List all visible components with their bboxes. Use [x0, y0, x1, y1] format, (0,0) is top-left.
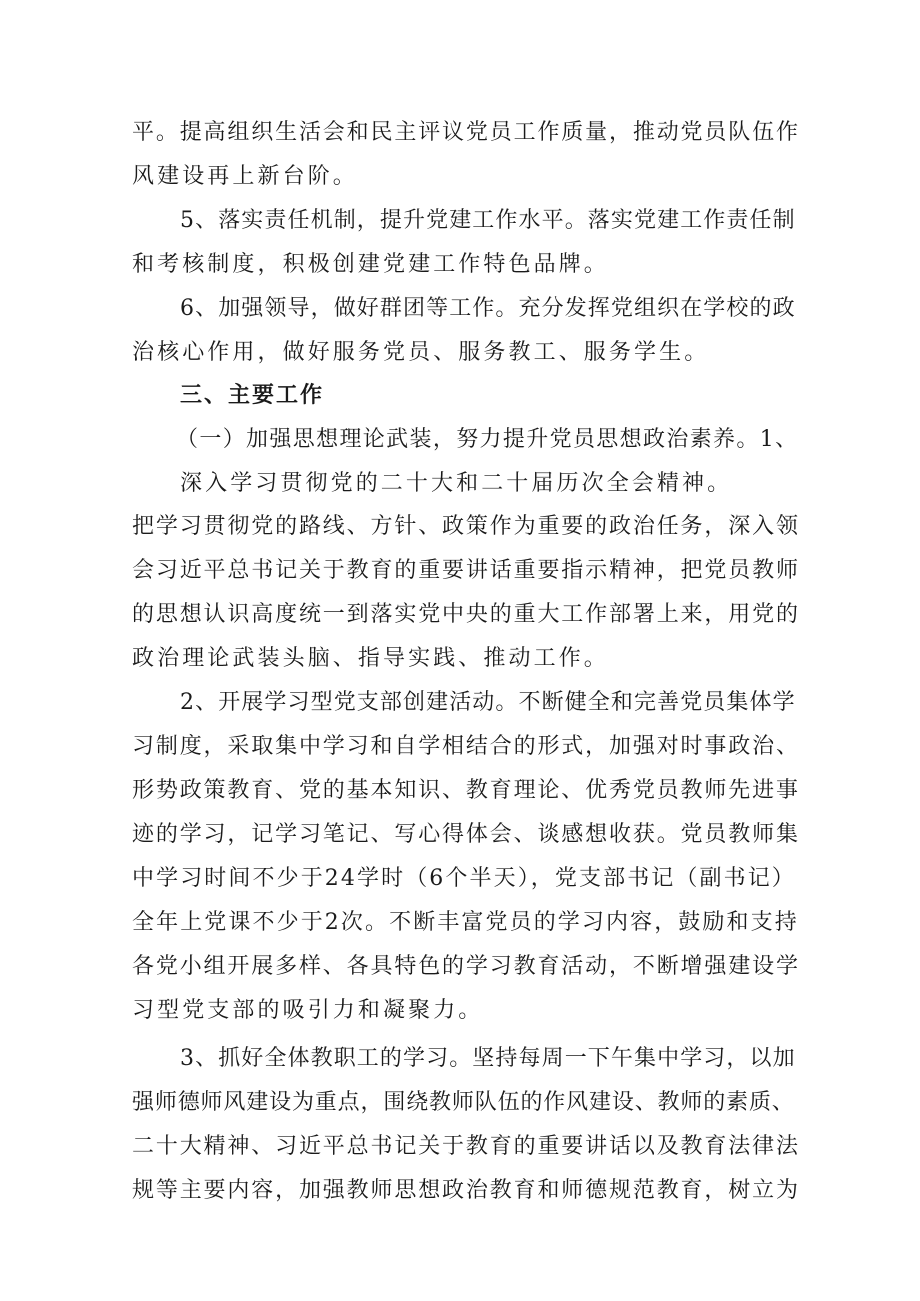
- body-text-line: 风建设再上新台阶。: [132, 164, 358, 189]
- body-text-line: 规等主要内容，加强教师思想政治教育和师德规范教育，树立为: [132, 1178, 800, 1203]
- body-text-line: 形势政策教育、党的基本知识、教育理论、优秀党员教师先进事: [132, 778, 800, 803]
- subsection-heading: （一）加强思想理论武装，努力提升党员思想政治素养。1、: [176, 427, 799, 452]
- body-text-line: 平。提高组织生活会和民主评议党员工作质量，推动党员队伍作: [132, 120, 800, 145]
- body-text-line: 习制度，采取集中学习和自学相结合的形式，加强对时事政治、: [132, 734, 800, 759]
- paragraph-first-line: 2、开展学习型党支部创建活动。不断健全和完善党员集体学: [180, 690, 796, 715]
- paragraph-first-line: 6、加强领导，做好群团等工作。充分发挥党组织在学校的政: [180, 296, 796, 321]
- body-text-line: 把学习贯彻党的路线、方针、政策作为重要的政治任务，深入领: [132, 514, 800, 539]
- body-text-line: 和考核制度，积极创建党建工作特色品牌。: [132, 252, 609, 277]
- paragraph-first-line: 3、抓好全体教职工的学习。坚持每周一下午集中学习，以加: [180, 1046, 796, 1071]
- body-text-line: 强师德师风建设为重点，围绕教师队伍的作风建设、教师的素质、: [132, 1090, 795, 1115]
- subsection-heading-continued: 深入学习贯彻党的二十大和二十届历次全会精神。: [180, 471, 733, 496]
- body-text-line: 的思想认识高度统一到落实党中央的重大工作部署上来，用党的: [132, 602, 800, 627]
- body-text-line: 二十大精神、习近平总书记关于教育的重要讲话以及教育法律法: [132, 1134, 800, 1159]
- body-text-line: 会习近平总书记关于教育的重要讲话重要指示精神，把党员教师: [132, 558, 800, 583]
- paragraph-first-line: 5、落实责任机制，提升党建工作水平。落实党建工作责任制: [180, 208, 796, 233]
- body-text-line: 全年上党课不少于2次。不断丰富党员的学习内容，鼓励和支持: [132, 910, 799, 935]
- body-text-line: 各党小组开展多样、各具特色的学习教育活动，不断增强建设学: [132, 954, 800, 979]
- body-text-line: 习型党支部的吸引力和凝聚力。: [132, 998, 484, 1023]
- body-text-line: 迹的学习，记学习笔记、写心得体会、谈感想收获。党员教师集: [132, 822, 800, 847]
- section-heading: 三、主要工作: [180, 383, 325, 408]
- body-text-line: 中学习时间不少于24学时（6个半天），党支部书记（副书记）: [132, 866, 796, 891]
- body-text-line: 治核心作用，做好服务党员、服务教工、服务学生。: [132, 340, 710, 365]
- body-text-line: 政治理论武装头脑、指导实践、推动工作。: [132, 646, 609, 671]
